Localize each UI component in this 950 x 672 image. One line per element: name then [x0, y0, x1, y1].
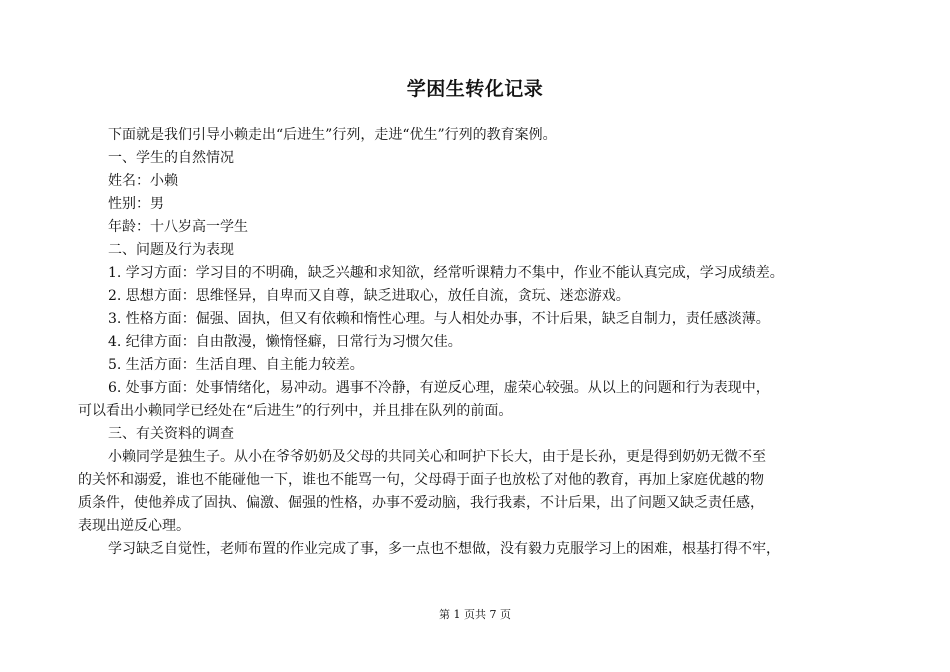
paragraph-line: 二、问题及行为表现 — [108, 242, 234, 258]
paragraph-line: 年龄：十八岁高一学生 — [108, 219, 248, 235]
document-title: 学困生转化记录 — [406, 78, 544, 100]
paragraph-line: 3. 性格方面：倔强、固执，但又有依赖和惰性心理。与人相处办事，不计后果，缺乏自制力，责任感淡薄。 — [108, 311, 770, 327]
paragraph-line: 5. 生活方面：生活自理、自主能力较差。 — [108, 357, 364, 373]
paragraph-line: 姓名：小赖 — [108, 173, 178, 189]
paragraph-line: 可以看出小赖同学已经处在“后进生”的行列中，并且排在队列的前面。 — [78, 403, 513, 419]
paragraph-line: 下面就是我们引导小赖走出“后进生”行列，走进“优生”行列的教育案例。 — [108, 127, 557, 143]
paragraph-line: 的关怀和溺爱，谁也不能碰他一下，谁也不能骂一句，父母碍于面子也放松了对他的教育，再加上家庭优越的物 — [78, 472, 764, 488]
document-body — [78, 124, 878, 561]
paragraph-line: 小赖同学是独生子。从小在爷爷奶奶及父母的共同关心和呵护下长大，由于是长孙，更是得到奶奶无微不至 — [108, 449, 766, 465]
paragraph-line: 性别：男 — [108, 196, 164, 212]
page-footer: 第 1 页共 7 页 — [439, 608, 511, 621]
paragraph-line: 三、有关资料的调查 — [108, 426, 234, 442]
paragraph-line: 表现出逆反心理。 — [78, 518, 190, 534]
paragraph-line: 1. 学习方面：学习目的不明确，缺乏兴趣和求知欲，经常听课精力不集中，作业不能认真完成，学习成绩差。 — [108, 265, 784, 281]
paragraph-line: 质条件，使他养成了固执、偏激、倔强的性格，办事不爱动脑，我行我素，不计后果，出了问题又缺乏责任感， — [78, 495, 764, 511]
paragraph-line: 4. 纪律方面：自由散漫，懒惰怪癖，日常行为习惯欠佳。 — [108, 334, 462, 350]
paragraph-line: 学习缺乏自觉性，老师布置的作业完成了事，多一点也不想做，没有毅力克服学习上的困难，根基打得不牢， — [108, 541, 780, 557]
paragraph-line: 一、学生的自然情况 — [108, 150, 234, 166]
paragraph-line: 6. 处事方面：处事情绪化，易冲动。遇事不冷静，有逆反心理，虚荣心较强。从以上的问题和行为表现中， — [108, 380, 770, 396]
paragraph-line: 2. 思想方面：思维怪异，自卑而又自尊，缺乏进取心，放任自流，贪玩、迷恋游戏。 — [108, 288, 630, 304]
